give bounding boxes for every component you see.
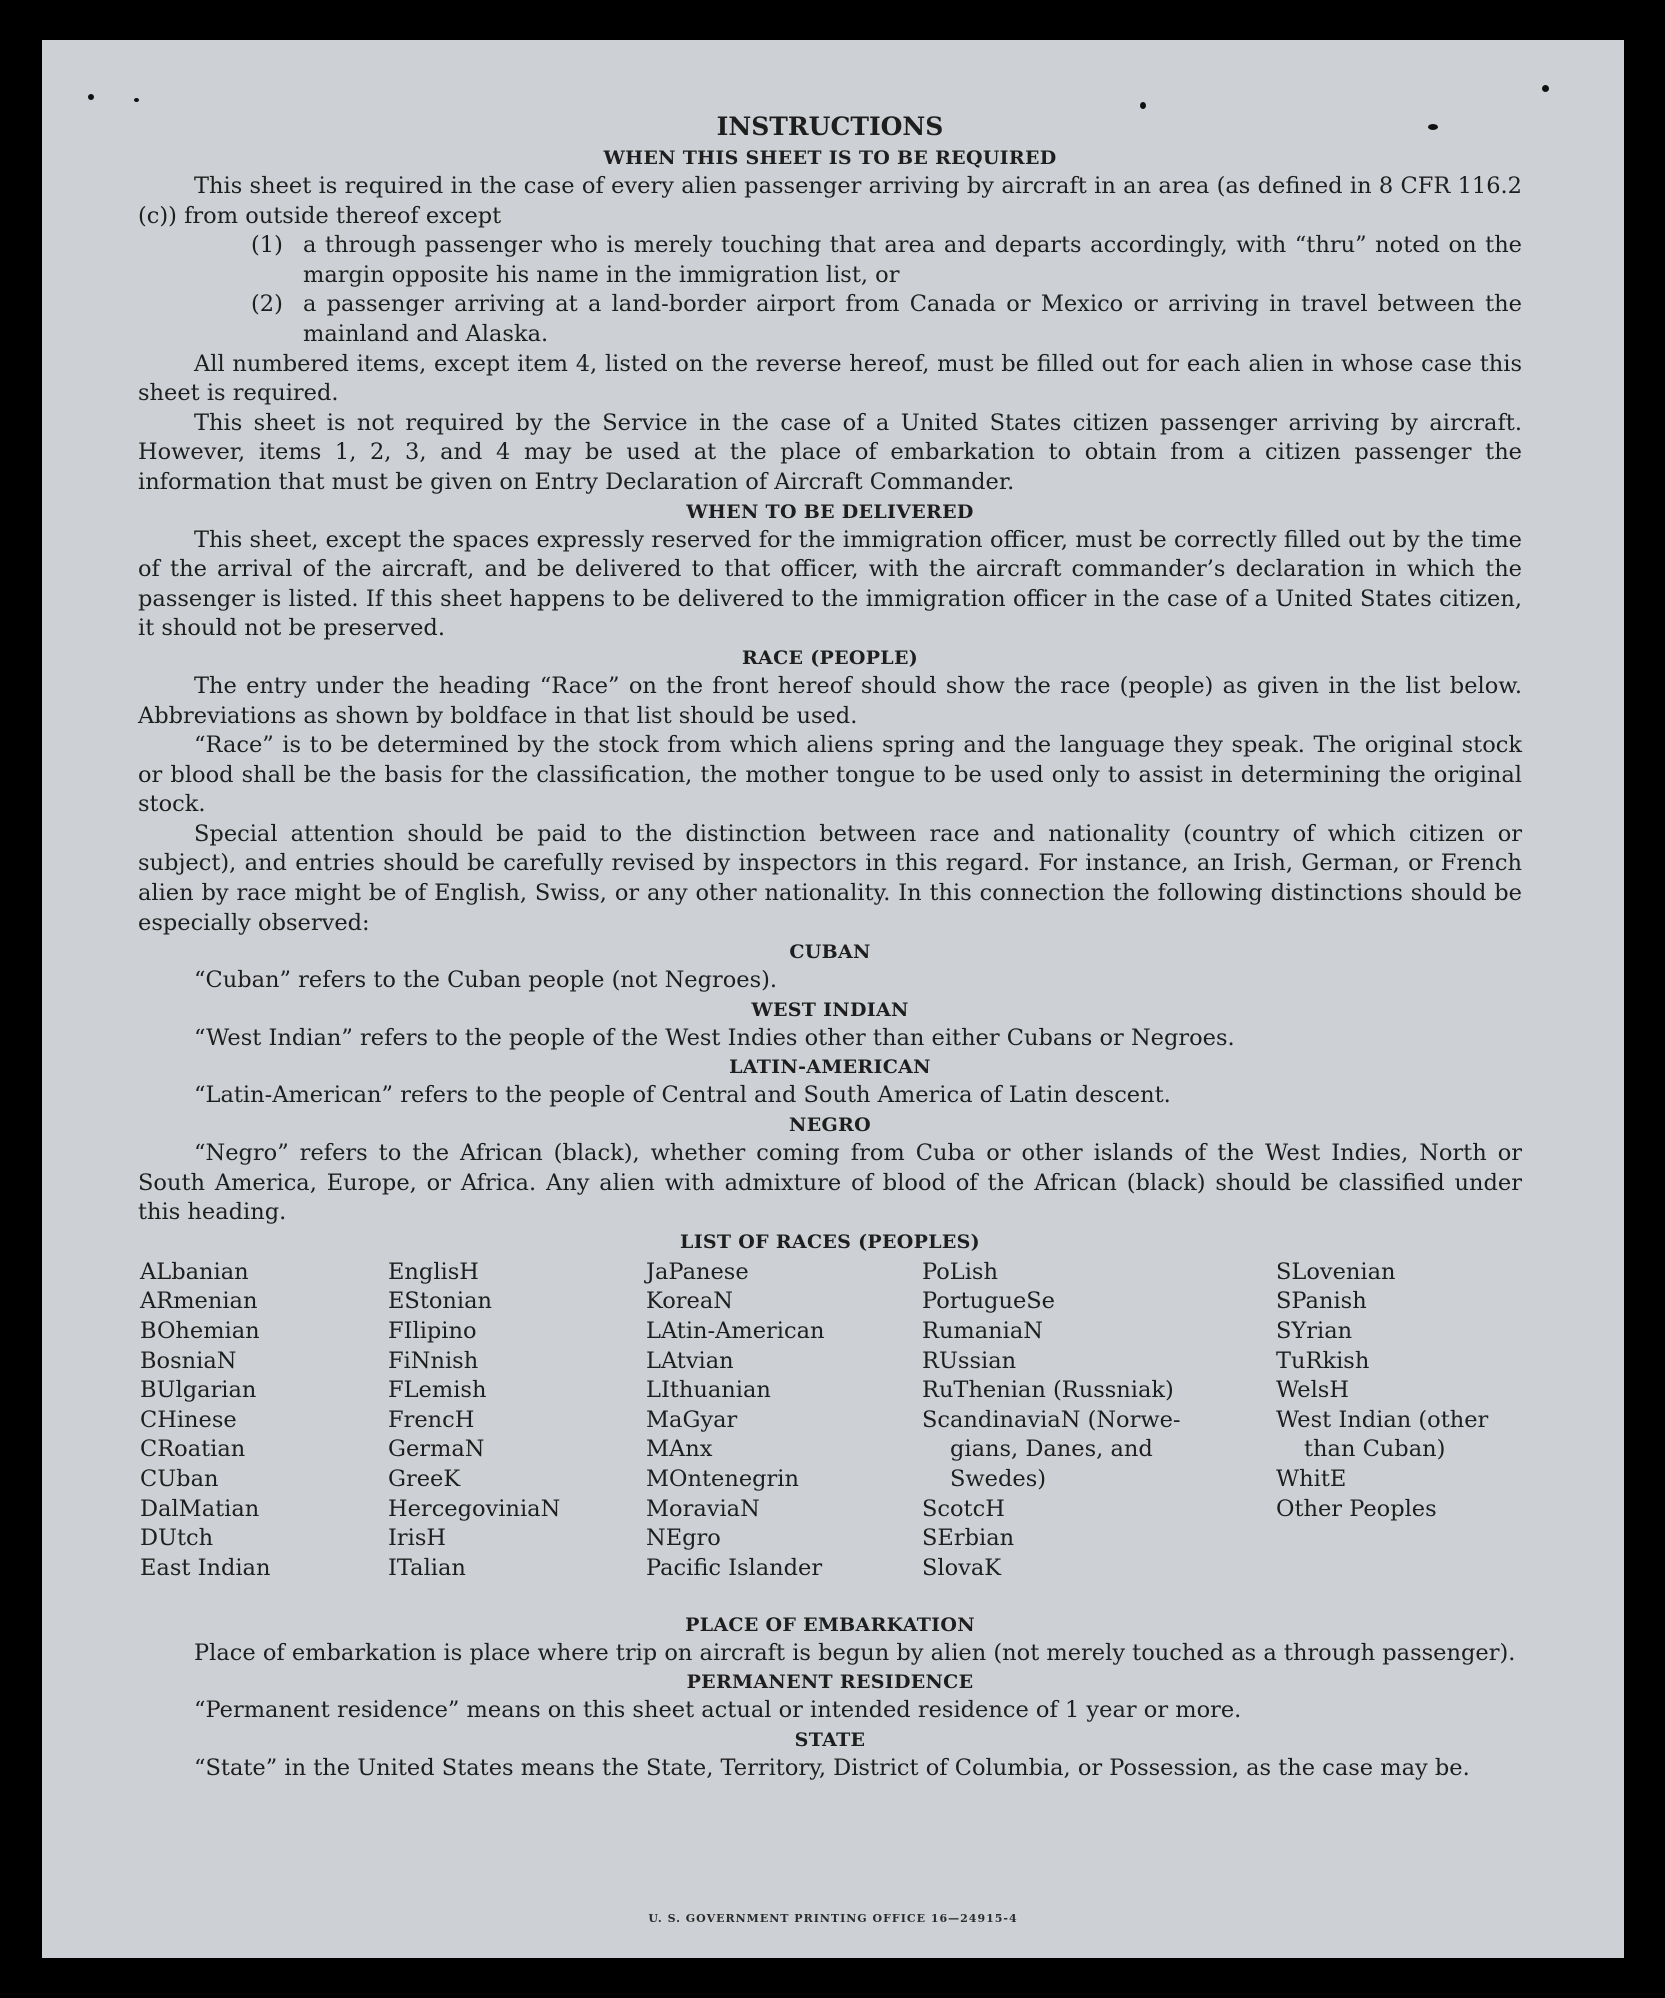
race-item: LAtvian (646, 1347, 734, 1374)
exception-text: a passenger arriving at a land-border airport from Canada or Mexico or arriving in travel between the mainland and Alaska. (303, 291, 1522, 347)
heading-delivered: WHEN TO BE DELIVERED (686, 500, 974, 523)
race-item: JaPanese (646, 1258, 749, 1285)
delivered-paragraph: This sheet, except the spaces expressly reserved for the immigration officer, must be correctly filled out by the time of the arrival of the aircraft, and be delivered to that officer, with the aircraft commander’s declaration in which the passenger is listed. If this sheet happens to be delivered to the immigration officer in the case of a United States citizen, it should not be preserved. (138, 526, 1522, 642)
race-item: LAtin-American (646, 1318, 825, 1344)
race-item: FIlipino (388, 1318, 477, 1344)
race-item: CUban (140, 1465, 219, 1492)
race-item: SErbian (922, 1525, 1015, 1552)
race-item: PortugueSe (922, 1288, 1056, 1315)
races-column (646, 1258, 824, 1584)
race-item: DalMatian (140, 1495, 260, 1522)
heading-residence: PERMANENT RESIDENCE (686, 1671, 974, 1694)
race-item: FrencH (388, 1406, 475, 1433)
race-item: BUlgarian (140, 1377, 257, 1404)
race-item: GreeK (388, 1465, 461, 1492)
races-column (140, 1258, 270, 1584)
race-item: PoLish (922, 1258, 998, 1285)
race-paragraph: “Race” is to be determined by the stock from which aliens spring and the language they speak. The original stock or blood shall be the basis for the classification, the mother tongue to be used only to assist in determining the original stock. (138, 732, 1522, 818)
document-sheet (42, 40, 1624, 1958)
race-item: RumaniaN (922, 1318, 1043, 1344)
race-paragraph: The entry under the heading “Race” on the front hereof should show the race (people) as given in the list below. Abbreviations as shown by boldface in that list should be used. (138, 672, 1522, 729)
residence-paragraph: “Permanent residence” means on this sheet actual or intended residence of 1 year or more. (194, 1697, 1242, 1724)
ink-speck (134, 98, 139, 102)
race-item: Swedes) (950, 1465, 1047, 1492)
exception-number: (1) (251, 232, 283, 259)
race-item: DUtch (140, 1525, 214, 1552)
race-item: WelsH (1276, 1377, 1349, 1404)
definition-negro: “Negro” refers to the African (black), whether coming from Cuba or other islands of the West Indies, North or South America, Europe, or Africa. Any alien with admixture of blood of the African (black) should be classified under this heading. (138, 1140, 1522, 1226)
ink-speck (88, 94, 94, 100)
race-paragraph: Special attention should be paid to the distinction between race and nationality (country of which citizen or subject), and entries should be carefully revised by inspectors in this regard. For instance, an Irish, German, or French alien by race might be of English, Swiss, or any other nationality. In this connection the following distinctions should be especially observed: (138, 820, 1522, 936)
race-item: RUssian (922, 1347, 1017, 1374)
heading-required: WHEN THIS SHEET IS TO BE REQUIRED (603, 147, 1057, 169)
race-item: SPanish (1276, 1288, 1367, 1315)
race-item: BOhemian (140, 1318, 260, 1344)
heading-west-indian: WEST INDIAN (751, 998, 909, 1021)
race-item: RuThenian (Russniak) (922, 1377, 1174, 1404)
heading-list-of-races: LIST OF RACES (PEOPLES) (680, 1230, 980, 1253)
race-item: HercegoviniaN (388, 1495, 561, 1522)
race-item: NEgro (646, 1525, 721, 1552)
race-item: Pacific Islander (646, 1554, 823, 1581)
instructions-content (138, 110, 1522, 1784)
race-item: ARmenian (140, 1288, 258, 1315)
heading-latin-american: LATIN-AMERICAN (729, 1056, 931, 1079)
heading-embarkation: PLACE OF EMBARKATION (685, 1613, 975, 1636)
races-column (922, 1258, 1181, 1584)
required-intro: This sheet is required in the case of every alien passenger arriving by aircraft in an area (as defined in 8 CFR 116.2 (c)) from outside thereof except (138, 173, 1522, 229)
race-item: LIthuanian (646, 1377, 771, 1404)
races-list (138, 1256, 1522, 1611)
races-column (1276, 1258, 1488, 1524)
definition-latin-american: “Latin-American” refers to the people of Central and South America of Latin descent. (194, 1082, 1171, 1109)
race-item: SYrian (1276, 1318, 1353, 1344)
printing-office-footer: U. S. GOVERNMENT PRINTING OFFICE 16—24915-4 (648, 1912, 1018, 1925)
exception-number: (2) (251, 291, 283, 318)
definition-west-indian: “West Indian” refers to the people of the West Indies other than either Cubans or Negroes. (194, 1024, 1235, 1051)
ink-speck (1542, 85, 1549, 92)
heading-cuban: CUBAN (789, 941, 871, 964)
race-item: TuRkish (1276, 1347, 1370, 1374)
race-item: MaGyar (646, 1406, 738, 1433)
race-item: EStonian (388, 1288, 493, 1315)
race-item: ITalian (388, 1554, 466, 1581)
race-item: East Indian (140, 1554, 271, 1581)
race-item: FLemish (388, 1377, 487, 1404)
exception-text: a through passenger who is merely touching that area and departs accordingly, with “thru” noted on the margin opposite his name in the immigration list, or (303, 232, 1522, 288)
race-item: Other Peoples (1276, 1495, 1437, 1522)
race-item: ALbanian (140, 1258, 249, 1285)
race-item: ScotcH (922, 1495, 1005, 1522)
race-item: SlovaK (922, 1554, 1002, 1581)
citizen-paragraph: This sheet is not required by the Service in the case of a United States citizen passenger arriving by aircraft. However, items 1, 2, 3, and 4 may be used at the place of embarkation to obtain from a citizen passenger the information that must be given on Entry Declaration of Aircraft Commander. (138, 409, 1522, 495)
embarkation-paragraph: Place of embarkation is place where trip on aircraft is begun by alien (not merely touched as a through passenger). (194, 1639, 1516, 1666)
race-item: MoraviaN (646, 1495, 760, 1522)
heading-negro: NEGRO (789, 1114, 871, 1137)
heading-state: STATE (794, 1729, 866, 1751)
state-paragraph: “State” in the United States means the State, Territory, District of Columbia, or Possession, as the case may be. (194, 1755, 1470, 1781)
race-item: IrisH (388, 1525, 447, 1552)
exception-item (251, 290, 1522, 349)
race-item: GermaN (388, 1436, 485, 1463)
race-item: MOntenegrin (646, 1465, 799, 1492)
race-item: CHinese (140, 1406, 237, 1433)
race-item: FiNnish (388, 1347, 479, 1374)
exception-item (251, 231, 1522, 290)
race-item: gians, Danes, and (950, 1436, 1153, 1463)
heading-race: RACE (PEOPLE) (741, 646, 919, 669)
race-item: BosniaN (140, 1347, 237, 1374)
race-item: KoreaN (646, 1288, 733, 1315)
race-item: ScandinaviaN (Norwe- (922, 1406, 1181, 1433)
page-title: INSTRUCTIONS (716, 112, 944, 141)
race-item: SLovenian (1276, 1258, 1396, 1285)
definition-cuban: “Cuban” refers to the Cuban people (not Negroes). (194, 967, 778, 994)
race-item: MAnx (646, 1436, 713, 1463)
race-item: than Cuban) (1304, 1436, 1446, 1463)
race-item: CRoatian (140, 1436, 246, 1463)
races-column (388, 1258, 560, 1584)
race-item: West Indian (other (1276, 1406, 1489, 1433)
race-item: EnglisH (388, 1258, 479, 1285)
items-paragraph: All numbered items, except item 4, listed on the reverse hereof, must be filled out for each alien in whose case this sheet is required. (138, 350, 1522, 407)
race-item: WhitE (1276, 1465, 1347, 1492)
ink-speck (1140, 102, 1146, 109)
